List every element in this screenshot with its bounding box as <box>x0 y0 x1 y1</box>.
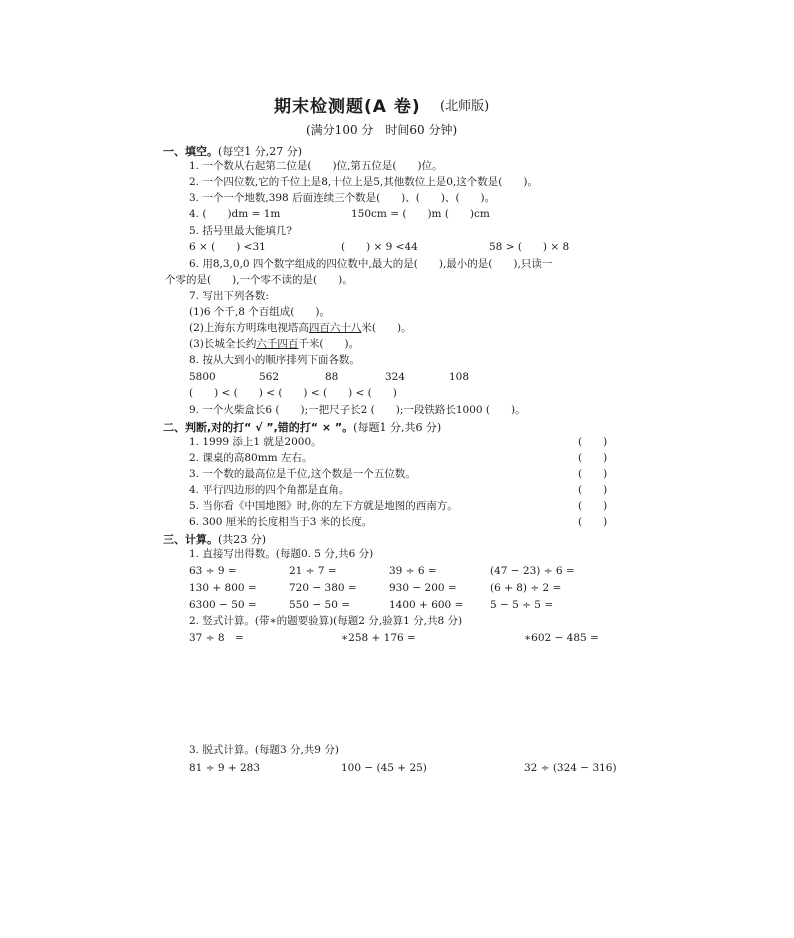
q8-order-blanks: ( ) < ( ) < ( ) < ( ) < ( ) <box>189 387 397 399</box>
vertical-calc-item: ∗258 + 176 = <box>341 632 416 644</box>
question-7-3 <box>189 337 359 351</box>
calc-item: 550 − 50 = <box>289 599 351 611</box>
answer-paren: ( ) <box>578 484 608 496</box>
vertical-calc-item: 37 ÷ 8 = <box>189 632 244 644</box>
section-score-note: (每题1 分,共6 分) <box>353 421 442 434</box>
calc-part-1-heading: 1. 直接写出得数。(每题0. 5 分,共6 分) <box>189 548 374 560</box>
question-4b: 150cm = ( )m ( )cm <box>351 208 490 220</box>
question-7: 7. 写出下列各数: <box>189 290 269 302</box>
stepwise-calc-item: 100 − (45 + 25) <box>341 762 427 774</box>
question-5c: 58 > ( ) × 8 <box>489 241 570 253</box>
q8-number: 5800 <box>189 371 216 383</box>
question-7-2 <box>189 321 412 335</box>
question-5: 5. 括号里最大能填几? <box>189 225 292 237</box>
q7-3-underlined-number: 六千四百 <box>256 338 299 350</box>
judge-item: 5. 当你看《中国地图》时,你的左下方就是地图的西南方。 <box>189 500 458 512</box>
calc-item: (47 − 23) ÷ 6 = <box>490 565 575 577</box>
calc-item: 930 − 200 = <box>389 582 457 594</box>
question-6-line2: 个零的是( ),一个零不读的是( )。 <box>165 274 353 286</box>
judge-item: 3. 一个数的最高位是千位,这个数是一个五位数。 <box>189 468 416 480</box>
calc-item: 1400 + 600 = <box>389 599 464 611</box>
q7-2-suffix: 米( )。 <box>361 322 412 334</box>
calc-item: 39 ÷ 6 = <box>389 565 437 577</box>
question-3: 3. 一个一个地数,398 后面连续三个数是( )、( )、( )。 <box>189 192 496 204</box>
calc-part-3-heading: 3. 脱式计算。(每题3 分,共9 分) <box>189 744 339 756</box>
question-4a: 4. ( )dm = 1m <box>189 208 281 220</box>
q7-3-suffix: 千米( )。 <box>298 338 360 350</box>
vertical-calc-item: ∗602 − 485 = <box>524 632 599 644</box>
question-2: 2. 一个四位数,它的千位上是8,十位上是5,其他数位上是0,这个数是( )。 <box>189 176 538 188</box>
section-3-heading <box>163 531 266 547</box>
q8-number: 108 <box>449 371 470 383</box>
calc-item: 6300 − 50 = <box>189 599 257 611</box>
judge-item: 6. 300 厘米的长度相当于3 米的长度。 <box>189 516 373 528</box>
q7-3-prefix: (3)长城全长约 <box>189 338 257 350</box>
answer-paren: ( ) <box>578 500 608 512</box>
judge-item: 1. 1999 添上1 就是2000。 <box>189 436 322 448</box>
q8-number: 324 <box>385 371 406 383</box>
answer-paren: ( ) <box>578 468 608 480</box>
section-heading-text: 一、填空。 <box>163 145 218 158</box>
stepwise-calc-item: 32 ÷ (324 − 316) <box>524 762 617 774</box>
question-8: 8. 按从大到小的顺序排列下面各数。 <box>189 354 360 366</box>
calc-item: 720 − 380 = <box>289 582 357 594</box>
question-7-1: (1)6 个千,8 个百组成( )。 <box>189 306 330 318</box>
section-heading-text: 三、计算。 <box>163 533 218 546</box>
section-heading-text: 二、判断,对的打“ √ ”,错的打“ × ”。 <box>163 421 354 434</box>
judge-item: 4. 平行四边形的四个角都是直角。 <box>189 484 350 496</box>
calc-item: 130 + 800 = <box>189 582 257 594</box>
answer-paren: ( ) <box>578 452 608 464</box>
calc-part-2-heading: 2. 竖式计算。(带∗的题要验算)(每题2 分,验算1 分,共8 分) <box>189 615 463 627</box>
section-score-note: (共23 分) <box>218 533 267 546</box>
section-2-heading <box>163 419 441 435</box>
calc-item: 21 ÷ 7 = <box>289 565 337 577</box>
question-6-line1: 6. 用8,3,0,0 四个数字组成的四位数中,最大的是( ),最小的是( ),只读一 <box>189 258 553 270</box>
stepwise-calc-item: 81 ÷ 9 + 283 <box>189 762 261 774</box>
question-5b: ( ) × 9 <44 <box>341 241 418 253</box>
judge-item: 2. 课桌的高80mm 左右。 <box>189 452 313 464</box>
calc-item: 5 − 5 ÷ 5 = <box>490 599 554 611</box>
section-score-note: (每空1 分,27 分) <box>218 145 303 158</box>
q7-2-underlined-number: 四百六十八 <box>308 322 362 334</box>
calc-item: (6 + 8) ÷ 2 = <box>490 582 562 594</box>
exam-subtitle: (满分100 分 时间60 分钟) <box>306 123 458 137</box>
calc-item: 63 ÷ 9 = <box>189 565 237 577</box>
edition-label: (北师版) <box>440 99 490 114</box>
q8-number: 88 <box>325 371 339 383</box>
question-5a: 6 × ( ) <31 <box>189 241 266 253</box>
question-9: 9. 一个火柴盒长6 ( );一把尺子长2 ( );一段铁路长1000 ( )。 <box>189 404 526 416</box>
q8-number: 562 <box>259 371 280 383</box>
question-1: 1. 一个数从右起第二位是( )位,第五位是( )位。 <box>189 160 443 172</box>
q7-2-prefix: (2)上海东方明珠电视塔高 <box>189 322 309 334</box>
answer-paren: ( ) <box>578 436 608 448</box>
answer-paren: ( ) <box>578 516 608 528</box>
section-1-heading <box>163 143 302 159</box>
exam-title: 期末检测题(A 卷) <box>274 97 421 117</box>
